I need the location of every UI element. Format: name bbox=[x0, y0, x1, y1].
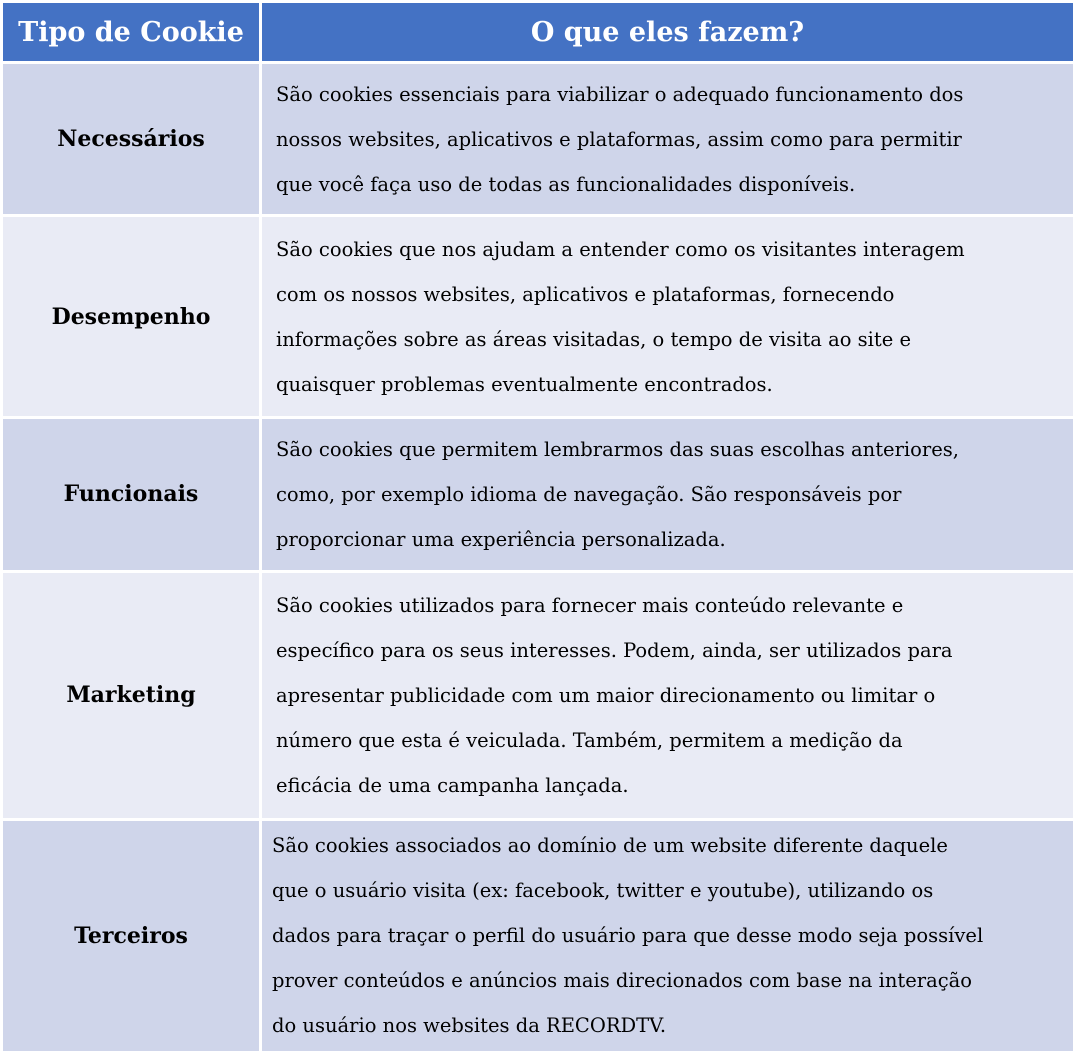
cookie-type-label: Terceiros bbox=[3, 821, 259, 1051]
cookie-type-description bbox=[262, 217, 1073, 416]
description-line: São cookies que permitem lembrarmos das suas escolhas anteriores, bbox=[276, 437, 959, 461]
table-row-terceiros bbox=[3, 821, 1073, 1051]
description-line: nossos websites, aplicativos e plataformas, assim como para permitir bbox=[276, 127, 962, 151]
description-line: São cookies que nos ajudam a entender como os visitantes interagem bbox=[276, 237, 965, 261]
table-row-desempenho bbox=[3, 217, 1073, 416]
description-line: que o usuário visita (ex: facebook, twitter e youtube), utilizando os bbox=[272, 879, 934, 903]
cookie-type-label: Funcionais bbox=[3, 419, 259, 569]
cookie-type-label: Marketing bbox=[3, 573, 259, 818]
description-line: como, por exemplo idioma de navegação. São responsáveis por bbox=[276, 482, 902, 506]
description-line: São cookies associados ao domínio de um website diferente daquele bbox=[272, 834, 948, 858]
description-line: que você faça uso de todas as funcionalidades disponíveis. bbox=[276, 172, 856, 196]
header-cookie-type: Tipo de Cookie bbox=[3, 3, 259, 61]
description-line: quaisquer problemas eventualmente encontrados. bbox=[276, 372, 773, 396]
cookie-type-description bbox=[262, 64, 1073, 214]
description-line: prover conteúdos e anúncios mais direcionados com base na interação bbox=[272, 969, 972, 993]
description-line: dados para traçar o perfil do usuário para que desse modo seja possível bbox=[272, 924, 984, 948]
description-line: proporcionar uma experiência personalizada. bbox=[276, 527, 726, 551]
cookie-type-description bbox=[262, 821, 1073, 1051]
description-line: específico para os seus interesses. Podem, ainda, ser utilizados para bbox=[276, 638, 953, 662]
description-line: São cookies utilizados para fornecer mais conteúdo relevante e bbox=[276, 593, 904, 617]
table-row-marketing bbox=[3, 573, 1073, 818]
description-line: do usuário nos websites da RECORDTV. bbox=[272, 1014, 667, 1038]
table-row-funcionais bbox=[3, 419, 1073, 569]
description-line: São cookies essenciais para viabilizar o adequado funcionamento dos bbox=[276, 82, 964, 106]
header-what-they-do: O que eles fazem? bbox=[262, 3, 1073, 61]
description-line: apresentar publicidade com um maior direcionamento ou limitar o bbox=[276, 683, 936, 707]
table-row-necessarios bbox=[3, 64, 1073, 214]
cookie-type-description bbox=[262, 573, 1073, 818]
table-header-row bbox=[3, 3, 1073, 61]
description-line: informações sobre as áreas visitadas, o tempo de visita ao site e bbox=[276, 327, 912, 351]
cookie-type-description bbox=[262, 419, 1073, 569]
cookie-type-label: Necessários bbox=[3, 64, 259, 214]
description-line: com os nossos websites, aplicativos e plataformas, fornecendo bbox=[276, 282, 895, 306]
cookie-type-label: Desempenho bbox=[3, 217, 259, 416]
description-line: número que esta é veiculada. Também, permitem a medição da bbox=[276, 728, 903, 752]
description-line: eficácia de uma campanha lançada. bbox=[276, 773, 629, 797]
